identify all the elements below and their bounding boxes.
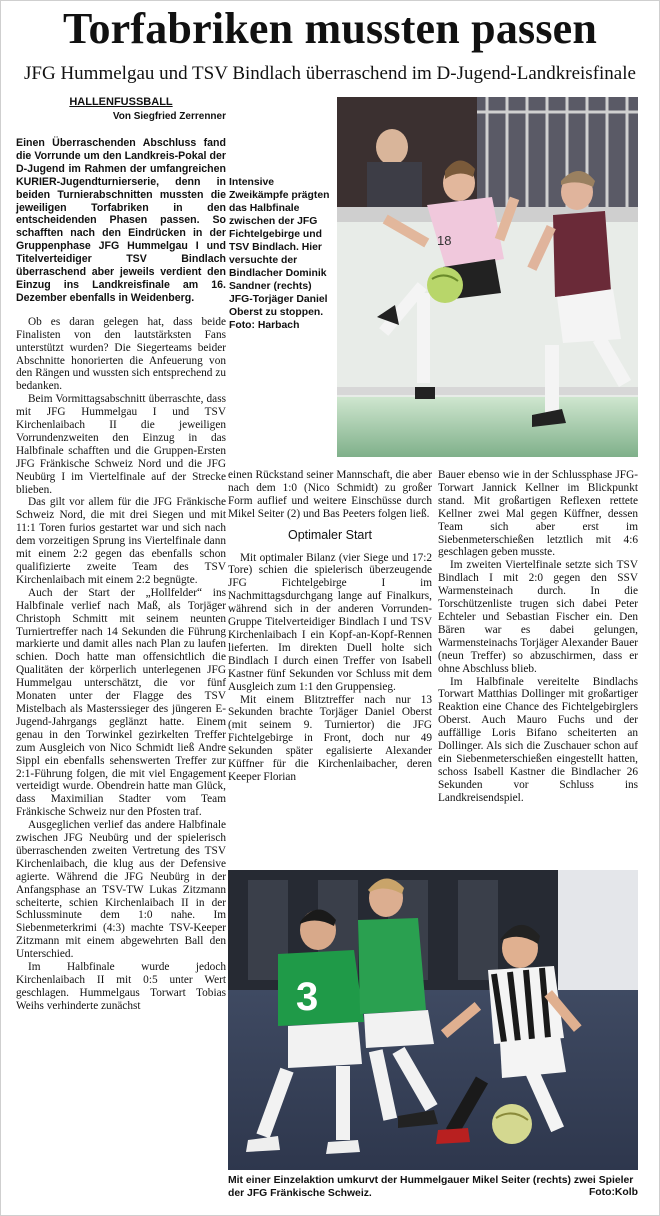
photo-2-caption: Mit einer Einzelaktion umkurvt der Hummelgauer Mikel Seiter (rechts) zwei Spieler der JFG Fränkische Schweiz. [228,1175,634,1199]
paragraph: Im Halbfinale wurde jedoch Kirchenlaibach II mit 0:5 unter Wert geschlagen. Hummelgaus Torwart Tobias Weihs verhinderte zunächst [16,961,226,1012]
paragraph: Beim Vormittagsabschnitt überraschte, dass mit JFG Hummelgau I und TSV Kirchenlaibach II die jeweiligen Vorrundenzweiten den Einzug in das Halbfinale schafften und die Gruppen-Ersten JFG Fränkische Schweiz Nord und die JFG Neubürg I im Viertelfinale auf der Strecke blieben. [16,393,226,496]
paragraph: Auch der Start der „Hollfelder“ ins Halbfinale verlief nach Maß, als Torjäger Christoph Schmitt mit seinem neunten Turniertreffer nach 14 Sekunden die Führung markierte und damit alles nach Plan zu laufen schien. Doch hatte man offensichtlich die Qualitäten der körperlich unterlegenen JFG Hummelgau unterschätzt, die vor fünf Monaten unter der Flagge des TSV Mistelbach als Masterssieger des jüngeren E-Jugend-Jahrgangs geglänzt hatte. Einem genau in den Torwinkel gezirkelten Treffer zum Ausgleich von Nico Schmidt ließ Andre Sippl ein ebenfalls sehenswerten Treffer zur 2:1-Führung folgen, die mit viel Engagement verteidigt wurde. Obendrein hatte man Glück, dass Maximilian Stadter vom Team Fränkische Schweiz nur den Pfosten traf. [16,586,226,819]
author-line: Von Siegfried Zerrenner [112,111,226,122]
paragraph: Bauer ebenso wie in der Schlussphase JFG-Torwart Jannick Kellner im Blickpunkt stand. Mit großartigen Reflexen rettete Kellner zwei Mal gegen Küffner, dessen Team sich aber erst im Siebenmeterschießen letztlich mit 4:6 geschlagen geben musste. [438,469,638,559]
paragraph: Mit einem Blitztreffer nach nur 13 Sekunden brachte Torjäger Daniel Oberst (mit seinem 9. Turniertor) die JFG Fichtelgebirge in Front, doch nur 49 Sekunden später egalisierte Alexander Küffner für die Kirchenlaibacher, deren Keeper Florian [228,693,432,783]
headline: Torfabriken mussten passen [62,4,598,53]
photo-1-image [337,97,638,457]
photo-1-caption: Intensive Zweikämpfe prägten das Halbfinale zwischen der JFG Fichtelgebirge und TSV Bindlach. Hier versuchte der Bindlacher Dominik Sandner (rechts) JFG-Torjäger Daniel Oberst zu stoppen. Foto: Harbach [229,177,330,331]
rubric: HALLENFUSSBALL [69,96,173,108]
paragraph: Im Halbfinale vereitelte Bindlachs Torwart Matthias Dollinger mit großartiger Reaktion eine Chance des Fichtelgebirglers Oberst. Auch Mauro Fuchs und der auffällige Loris Bifano scheiterten an Dollinger. Als sich die Zuschauer schon auf ein Siebenmeterschießen eingestellt hatten, schoss Isabell Kastner die Bindlacher 26 Sekunden vor Schluss ins Landkreisendspiel. [438,675,638,804]
photo-2-image [228,870,638,1170]
column-1 [16,137,226,1013]
subheadline: JFG Hummelgau und TSV Bindlach überraschend im D-Jugend-Landkreisfinale [24,63,636,84]
photo-indoor-soccer-duel [337,97,638,457]
column-3 [438,469,638,805]
photo-dribbling-action [228,870,638,1170]
jersey-number: 18 [437,233,452,248]
photo-2-credit: Foto:Kolb [588,1187,638,1198]
paragraph: Ausgeglichen verlief das andere Halbfinale zwischen JFG Neubürg und der spielerisch überraschenden zweiten Vertretung des TSV Kirchenlaibach, die klug aus der Defensive agierte. Während die JFG Neubürg in der Anfangsphase an TSV-TW Lukas Zitzmann scheiterte, schien Kirchenlaibach II in der Schlussminute dem 1:0 nahe. Im Siebenmeterkrimi (4:3) machte TSV-Keeper Zitzmann mit einem abgewehrten Ball den Unterschied. [16,819,226,961]
column-2 [228,469,432,784]
paragraph: Das gilt vor allem für die JFG Fränkische Schweiz Nord, die mit drei Siegen und mit 11:1 Toren furios gestartet war und sich nach dem vorzeitigen Sprung ins Viertelfinale dann mit einem 2:2 gegen das ebenfalls schon qualifizierte zweite Team des TSV Kirchenlaibach mit einem 2:2 begnügte. [16,496,226,586]
lead-paragraph: Einen Überraschenden Abschluss fand die Vorrunde um den Landkreis-Pokal der D-Jugend im Rahmen der umfangreichen KURIER-Jugendturnierserie, denn in beiden Turnierabschnitten mussten die jeweiligen Torfabriken in den entscheidenden Phasen passen. So schafften nach den Eindrücken in der Gruppenphase JFG Hummelgau I und Titelverteidiger TSV Bindlach überraschend aber jeweils verdient den Einzug ins Landkreisfinale am 16. Dezember ebenfalls in Weidenberg. [16,137,226,304]
paragraph: einen Rückstand seiner Mannschaft, die aber nach dem 1:0 (Nico Schmidt) zu großer Form auflief und weitere Einschüsse durch Mikel Seiter (2) und Bas Peeters folgen ließ. [228,469,432,520]
paragraph: Im zweiten Viertelfinale setzte sich TSV Bindlach I mit 2:0 gegen den SSV Warmensteinach durch. In die Torschützenliste trugen sich dabei Peter Echteler und Sebastian Fischer ein. Den Bären war es dabei gelungen, Warmensteinachs Torjäger Alexander Bauer (neun Treffer) so abzuschirmen, dass er ohne Abschluss blieb. [438,559,638,675]
section-subheading: Optimaler Start [287,527,373,542]
jersey-number: 3 [296,975,319,1019]
paragraph: Ob es daran gelegen hat, dass beide Finalisten von den lautstärksten Fans unterstützt wurden? Die Siegerteams beider Abschnitte honorierten die Anfeuerung von den Rängen und wussten sich entsprechend zu bedanken. [16,315,226,393]
paragraph: Mit optimaler Bilanz (vier Siege und 17:2 Tore) schien die spielerisch überzeugende JFG Fichtelgebirge I im Nachmittagsdurchgang lange auf Finalkurs, während sich in der anderen Vorrunden-Gruppe Titelverteidiger Bindlach I und TSV Kirchenlaibach I ein Kopf-an-Kopf-Rennen lieferten. Im direkten Duell holte sich Bindlach I durch einen Treffer von Isabell Kastner fünf Sekunden vor Schluss mit dem Ausgleich zum 1:1 den Gruppensieg. [228,551,432,693]
